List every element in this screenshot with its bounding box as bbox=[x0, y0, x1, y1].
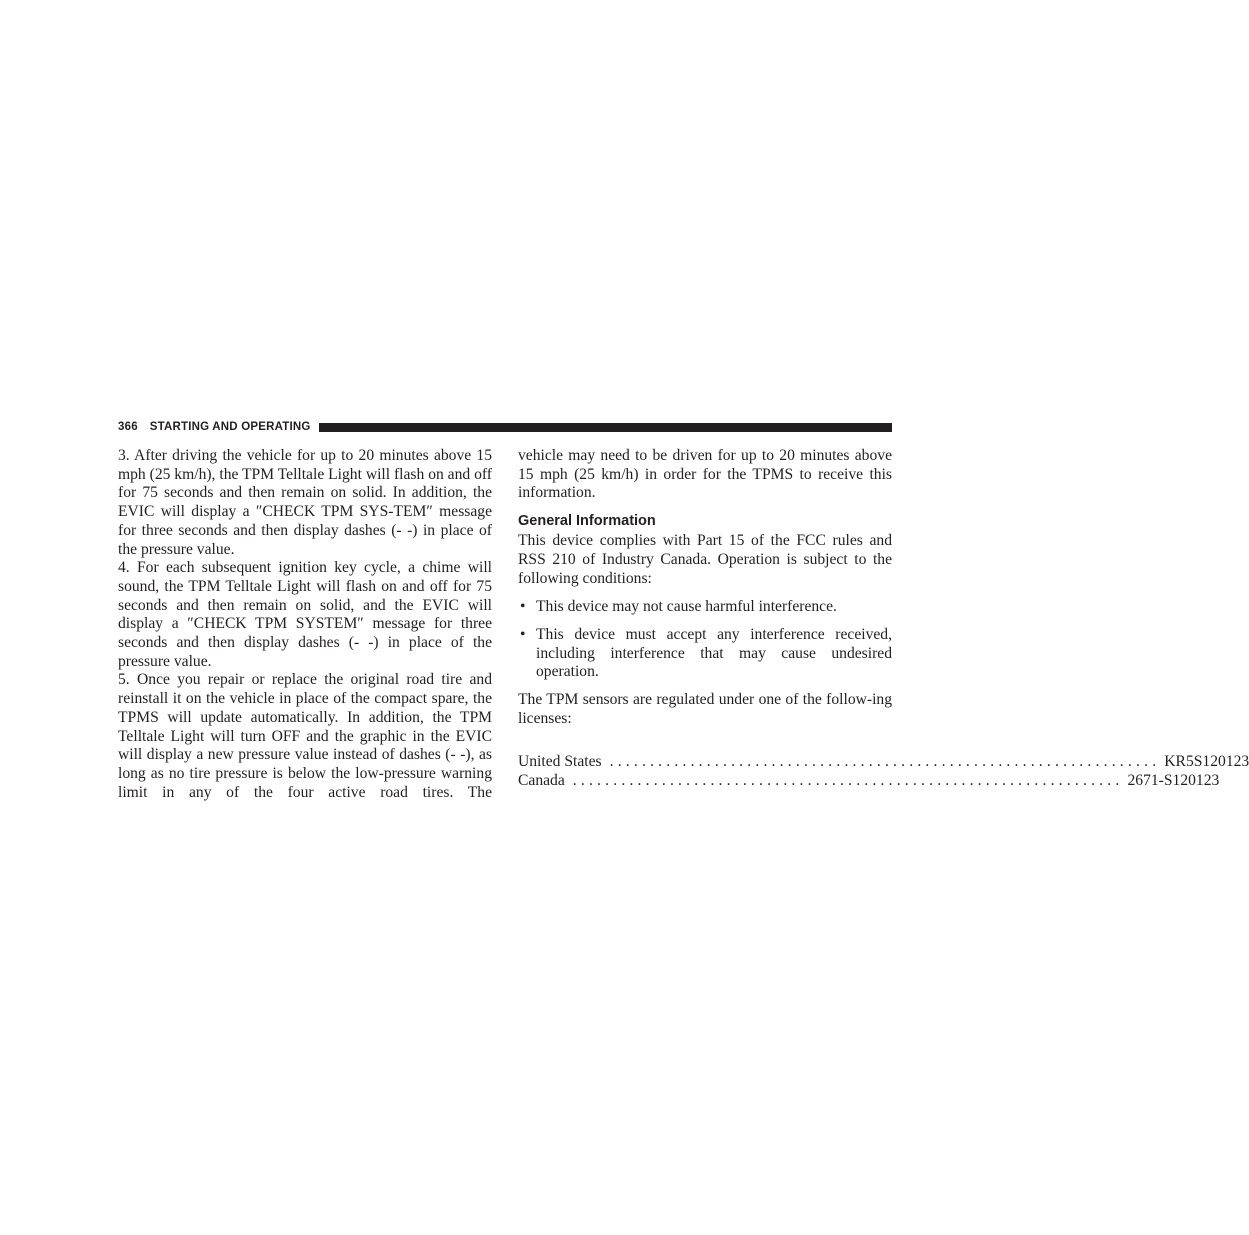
license-country: United States bbox=[518, 753, 602, 771]
license-country: Canada bbox=[518, 772, 565, 790]
list-item bbox=[518, 626, 892, 682]
continuation-paragraph: vehicle may need to be driven for up to 20 minutes above 15 mph (25 km/h) in order for the TPMS to receive this information. bbox=[518, 447, 892, 502]
page-number: 366 bbox=[118, 421, 138, 433]
section-title: STARTING AND OPERATING bbox=[149, 421, 311, 433]
licenses-table bbox=[518, 753, 1249, 790]
fcc-intro-paragraph: This device complies with Part 15 of the FCC rules and RSS 210 of Industry Canada. Operation is subject to the following conditions: bbox=[518, 532, 892, 587]
left-column bbox=[118, 447, 492, 802]
step-4-paragraph: 4. For each subsequent ignition key cycle, a chime will sound, the TPM Telltale Light will flash on and off for 75 seconds and then remain on solid, and the EVIC will display a ″CHECK TPM SYSTEM″ message for three seconds and then display dashes (- -) in place of the pressure value. bbox=[118, 559, 492, 670]
license-row bbox=[518, 753, 1249, 772]
header-rule bbox=[319, 423, 892, 432]
license-code: KR5S120123 bbox=[1164, 753, 1249, 771]
dot-leader: .................................................................... bbox=[572, 772, 1124, 790]
licenses-intro-paragraph: The TPM sensors are regulated under one of the follow-ing licenses: bbox=[518, 691, 892, 727]
list-item bbox=[518, 598, 892, 617]
general-information-heading: General Information bbox=[518, 513, 656, 530]
condition-text: This device may not cause harmful interference. bbox=[536, 598, 837, 616]
bullet-icon: • bbox=[520, 625, 526, 643]
license-code: 2671-S120123 bbox=[1127, 772, 1220, 790]
dot-leader: .................................................................... bbox=[609, 753, 1161, 771]
step-5-paragraph: 5. Once you repair or replace the original road tire and reinstall it on the vehicle in place of the compact spare, the TPMS will update automatically. In addition, the TPM Telltale Light will turn OFF and the graphic in the EVIC will display a new pressure value instead of dashes (- -), as long as no tire pressure is below the low-pressure warning limit in any of the four active road tires. The bbox=[118, 671, 492, 801]
condition-text: This device must accept any interference received, including interference that may cause undesired operation. bbox=[536, 625, 892, 681]
bullet-icon: • bbox=[520, 598, 526, 616]
right-column bbox=[518, 447, 1249, 791]
page-header bbox=[118, 419, 892, 435]
conditions-list bbox=[518, 598, 892, 682]
license-row bbox=[518, 772, 1220, 791]
step-3-paragraph: 3. After driving the vehicle for up to 20 minutes above 15 mph (25 km/h), the TPM Telltale Light will flash on and off for 75 seconds and then remain on solid. In addition, the EVIC will display a ″CHECK TPM SYS-TEM″ message for three seconds and then display dashes (- -) in place of the pressure value. bbox=[118, 447, 492, 558]
